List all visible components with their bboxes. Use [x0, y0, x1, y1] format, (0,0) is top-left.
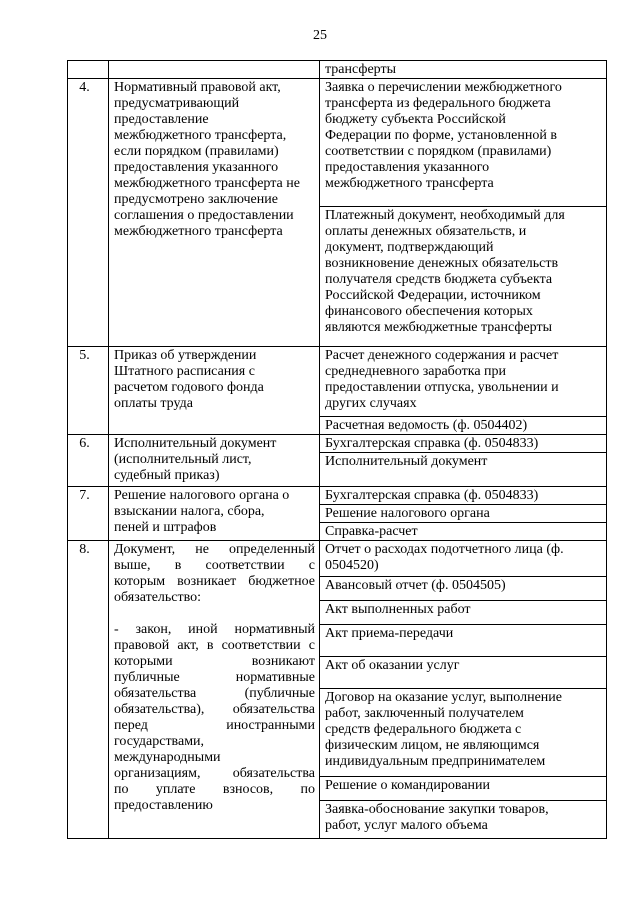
cell-line: публичные нормативные [114, 670, 315, 685]
cell-line: межбюджетного трансферта не [114, 176, 300, 191]
cell-text: Бухгалтерская справка (ф. 0504833) [320, 435, 607, 453]
cell-line: межбюджетного трансферта [114, 224, 283, 239]
row-number: 6. [79, 436, 90, 451]
cell-line: трансферта из федерального бюджета [325, 96, 551, 111]
cell-line: оплаты труда [114, 396, 193, 411]
cell-line: государствами, [114, 734, 205, 749]
cell-line: физическим лицом, не являющимся [325, 738, 540, 753]
cell-line: расчетом годового фонда [114, 380, 264, 395]
table-row [68, 435, 607, 453]
cell-line: Платежный документ, необходимый для [325, 208, 565, 223]
cell-line: выше, в соответствии с [114, 558, 315, 573]
cell-line: международными [114, 750, 221, 765]
cell-line: возникновение денежных обязательств [325, 256, 559, 271]
cell-line: предоставлению [114, 798, 213, 813]
cell-line: взыскании налога, сбора, [114, 504, 265, 519]
cell-line: Заявка-обоснование закупки товаров, [325, 802, 549, 817]
row-number: 5. [79, 348, 90, 363]
cell-line: предусматривающий [114, 96, 240, 111]
cell-line: обязательства (публичные [114, 686, 315, 701]
cell-line: бюджету субъекта Российской [325, 112, 506, 127]
cell-line: являются межбюджетные трансферты [325, 320, 553, 335]
cell-line: судебный приказ) [114, 468, 220, 483]
cell-line: соответствии с порядком (правилами) [325, 144, 552, 159]
row-number: 8. [79, 542, 90, 557]
table-row [68, 79, 607, 207]
cell-line: Решение налогового органа о [114, 488, 290, 503]
cell-text: Акт выполненных работ [320, 601, 607, 625]
cell-text: Справка-расчет [320, 523, 607, 541]
cell-text: Акт приема-передачи [320, 625, 607, 657]
cell-text: Авансовый отчет (ф. 0504505) [320, 577, 607, 601]
table-row-continuation [68, 61, 607, 79]
cell-text: Акт об оказании услуг [320, 657, 607, 689]
cell-line: предоставлении отпуска, увольнении и [325, 380, 559, 395]
cell-line: Договор на оказание услуг, выполнение [325, 690, 562, 705]
cell-line: оплаты денежных обязательств, и [325, 224, 527, 239]
cell-line: Федерации по форме, установленной в [325, 128, 557, 143]
cell-line: Расчет денежного содержания и расчет [325, 348, 559, 363]
cell-line: 0504520) [325, 558, 379, 573]
cell-line: Приказ об утверждении [114, 348, 257, 363]
cell-line: перед иностранными [114, 718, 315, 733]
cell-line: средств федерального бюджета с [325, 722, 522, 737]
cell-line: обязательство: [114, 590, 202, 605]
cell-line: индивидуальным предпринимателем [325, 754, 546, 769]
cell-line: межбюджетного трансферта [325, 176, 494, 191]
cell-text: Решение о командировании [320, 777, 607, 801]
cell-line: организациям, обязательства [114, 766, 315, 781]
cell-line: получателя средств бюджета субъекта [325, 272, 553, 287]
cell-text: Бухгалтерская справка (ф. 0504833) [320, 487, 607, 505]
cell-line: соглашения о предоставлении [114, 208, 294, 223]
cell-line: правовой акт, в соответствии с [114, 638, 315, 653]
cell-line: предоставления указанного [114, 160, 279, 175]
cell-line: Исполнительный документ [114, 436, 277, 451]
cell-line: Российской Федерации, источником [325, 288, 541, 303]
page-number: 25 [313, 28, 327, 43]
cell-text: Исполнительный документ [320, 453, 607, 487]
cell-line: Отчет о расходах подотчетного лица (ф. [325, 542, 564, 557]
row-number: 7. [79, 488, 90, 503]
cell-text: трансферты [320, 61, 607, 79]
cell-text: Решение налогового органа [320, 505, 607, 523]
cell-line: (исполнительный лист, [114, 452, 252, 467]
cell-line: - закон, иной нормативный [114, 622, 315, 637]
cell-line: документ, подтверждающий [325, 240, 494, 255]
cell-line: которым возникает бюджетное [114, 574, 315, 589]
cell-line: если порядком (правилами) [114, 144, 279, 159]
table-row [68, 347, 607, 417]
cell-line: Нормативный правовой акт, [114, 80, 281, 95]
cell-line: межбюджетного трансферта, [114, 128, 287, 143]
cell-line: Заявка о перечислении межбюджетного [325, 80, 562, 95]
table-row [68, 541, 607, 577]
cell-line: финансового обеспечения которых [325, 304, 533, 319]
cell-line: пеней и штрафов [114, 520, 217, 535]
cell-line: которыми возникают [114, 654, 315, 669]
cell-line: работ, услуг малого объема [325, 818, 488, 833]
cell-line: среднедневного заработка при [325, 364, 507, 379]
table-row [68, 487, 607, 505]
documents-table [67, 60, 607, 839]
cell-line: Документ, не определенный [114, 542, 315, 557]
cell-line: по уплате взносов, по [114, 782, 315, 797]
cell-line: предоставления указанного [325, 160, 490, 175]
cell-line: обязательства), обязательства [114, 702, 315, 717]
cell-line: предусмотрено заключение [114, 192, 278, 207]
row-number: 4. [79, 80, 90, 95]
cell-text: Расчетная ведомость (ф. 0504402) [320, 417, 607, 435]
cell-line: работ, заключенный получателем [325, 706, 524, 721]
cell-line: предоставление [114, 112, 209, 127]
cell-line: Штатного расписания с [114, 364, 255, 379]
cell-line: других случаях [325, 396, 417, 411]
